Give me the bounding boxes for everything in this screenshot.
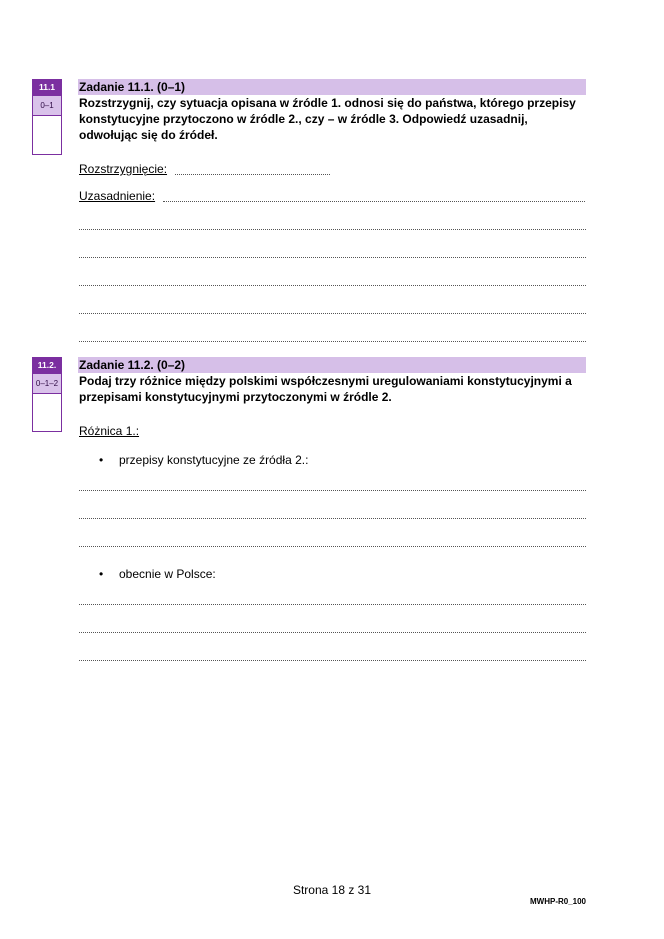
page-number: Strona 18 z 31 [292, 883, 372, 897]
score-entry-field[interactable] [33, 115, 61, 154]
bullet-icon: • [99, 453, 104, 467]
points-range: 0–1 [33, 95, 61, 115]
difference-answer-line[interactable] [79, 604, 586, 605]
difference-answer-line[interactable] [79, 546, 586, 547]
task-header-11-2: Zadanie 11.2. (0–2) [78, 357, 586, 373]
bullet-source-provisions: przepisy konstytucyjne ze źródła 2.: [119, 453, 309, 467]
task-header-11-1: Zadanie 11.1. (0–1) [78, 79, 586, 95]
justification-answer-line[interactable] [163, 201, 585, 202]
justification-answer-line[interactable] [79, 285, 586, 286]
score-entry-field[interactable] [33, 393, 61, 431]
justification-answer-line[interactable] [79, 257, 586, 258]
decision-label: Rozstrzygnięcie: [79, 162, 168, 176]
difference-answer-line[interactable] [79, 518, 586, 519]
justification-answer-line[interactable] [79, 229, 586, 230]
bullet-poland-today: obecnie w Polsce: [119, 567, 216, 581]
task-instruction-11-1: Rozstrzygnij, czy sytuacja opisana w źródle 1. odnosi się do państwa, którego przepisy konstytucyjne przytoczono w źródle 2., czy – w źródle 3. Odpowiedź uzasadnij, odwołując się do źródeł. [79, 96, 576, 142]
task-number: 11.1 [33, 80, 61, 95]
document-code: MWHP-R0_100 [529, 897, 586, 906]
difference-answer-line[interactable] [79, 632, 586, 633]
task-instruction-11-2: Podaj trzy różnice między polskimi współczesnymi uregulowaniami konstytucyjnymi a przepisami konstytucyjnymi przytoczonymi w źródle 2. [79, 374, 572, 404]
decision-answer-line[interactable] [175, 174, 330, 175]
justification-answer-line[interactable] [79, 313, 586, 314]
score-box-11-2 [32, 357, 62, 432]
difference-answer-line[interactable] [79, 490, 586, 491]
difference-answer-line[interactable] [79, 660, 586, 661]
difference-label: Różnica 1.: [79, 424, 140, 438]
justification-label: Uzasadnienie: [79, 189, 156, 203]
task-number: 11.2. [33, 358, 61, 373]
points-range: 0–1–2 [33, 373, 61, 393]
bullet-icon: • [99, 567, 104, 581]
justification-answer-line[interactable] [79, 341, 586, 342]
score-box-11-1 [32, 79, 62, 155]
